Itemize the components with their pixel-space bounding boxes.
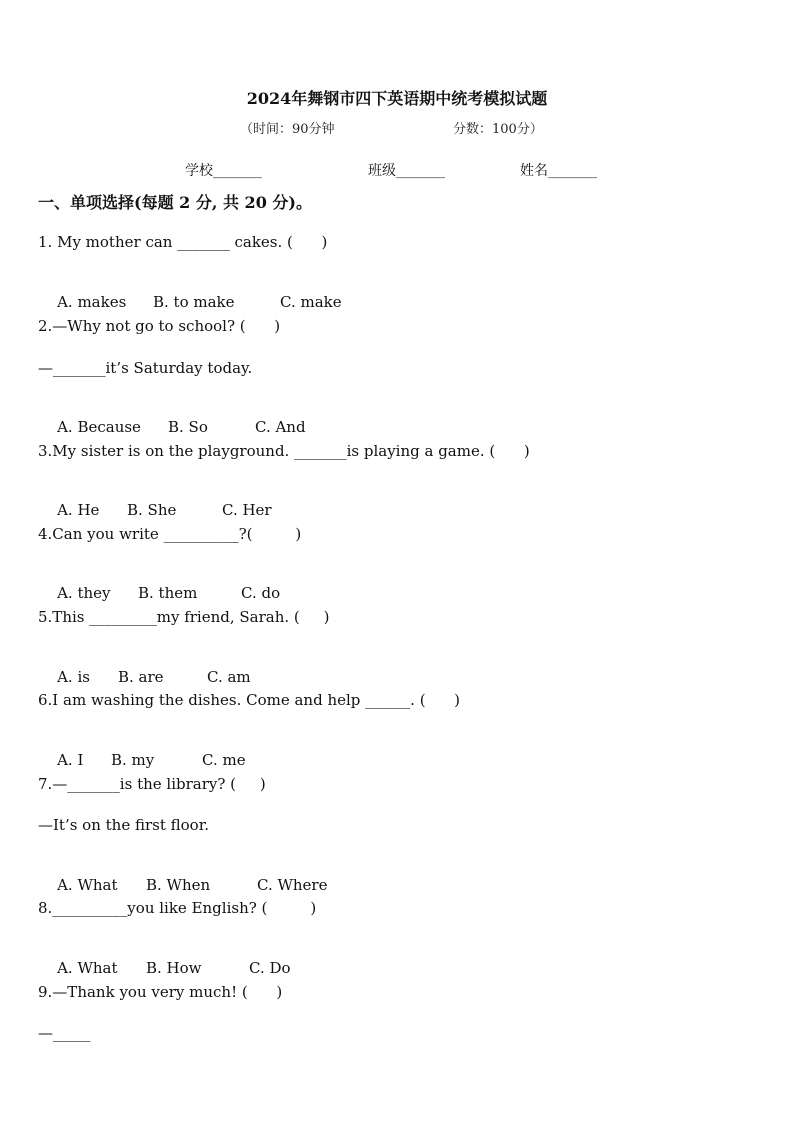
option-a: A. He xyxy=(57,501,100,519)
option-a: A. What xyxy=(57,876,118,894)
question-7-stem: 7.—_______is the library? ( ) xyxy=(38,775,266,793)
option-b: B. When xyxy=(146,876,211,894)
question-7-stem-line2: —It’s on the first floor. xyxy=(38,816,210,834)
option-a: A. makes xyxy=(57,293,127,311)
option-c: C. Her xyxy=(222,501,272,519)
class-field: 班级_______ xyxy=(368,163,445,179)
option-b: B. my xyxy=(111,751,155,769)
option-b: B. How xyxy=(146,959,202,977)
question-5-stem: 5.This _________my friend, Sarah. ( ) xyxy=(38,608,330,626)
question-8-stem: 8.__________you like English? ( ) xyxy=(38,899,317,917)
option-a: A. Because xyxy=(57,418,141,436)
option-a: A. What xyxy=(57,959,118,977)
option-a: A. they xyxy=(57,584,111,602)
option-c: C. am xyxy=(207,668,251,686)
question-4-stem: 4.Can you write __________?( ) xyxy=(38,525,302,543)
option-c: C. Where xyxy=(257,876,328,894)
option-c: C. do xyxy=(241,584,281,602)
question-2-stem-line2: —_______it’s Saturday today. xyxy=(38,359,253,377)
section-heading: 一、单项选择(每题 2 分, 共 20 分)。 xyxy=(38,193,312,212)
option-a: A. is xyxy=(57,668,90,686)
exam-score: 分数：100分） xyxy=(453,122,543,137)
option-c: C. Do xyxy=(249,959,291,977)
option-b: B. them xyxy=(138,584,198,602)
option-a: A. I xyxy=(57,751,84,769)
question-9-stem-line2: —_____ xyxy=(38,1024,91,1042)
option-b: B. So xyxy=(168,418,208,436)
question-2-stem: 2.—Why not go to school? ( ) xyxy=(38,317,281,335)
option-c: C. And xyxy=(255,418,306,436)
option-b: B. to make xyxy=(153,293,235,311)
exam-time: （时间：90分钟 xyxy=(240,122,335,137)
page-title: 2024年舞钢市四下英语期中统考模拟试题 xyxy=(246,89,548,108)
question-3-stem: 3.My sister is on the playground. _______is playing a game. ( ) xyxy=(38,442,530,460)
question-1-stem: 1. My mother can _______ cakes. ( ) xyxy=(38,233,328,251)
name-field: 姓名_______ xyxy=(520,163,597,179)
option-c: C. me xyxy=(202,751,246,769)
question-6-stem: 6.I am washing the dishes. Come and help ______. ( ) xyxy=(38,691,461,709)
school-field: 学校_______ xyxy=(185,163,262,179)
option-b: B. are xyxy=(118,668,164,686)
option-c: C. make xyxy=(280,293,342,311)
question-9-stem: 9.—Thank you very much! ( ) xyxy=(38,983,283,1001)
option-b: B. She xyxy=(127,501,177,519)
